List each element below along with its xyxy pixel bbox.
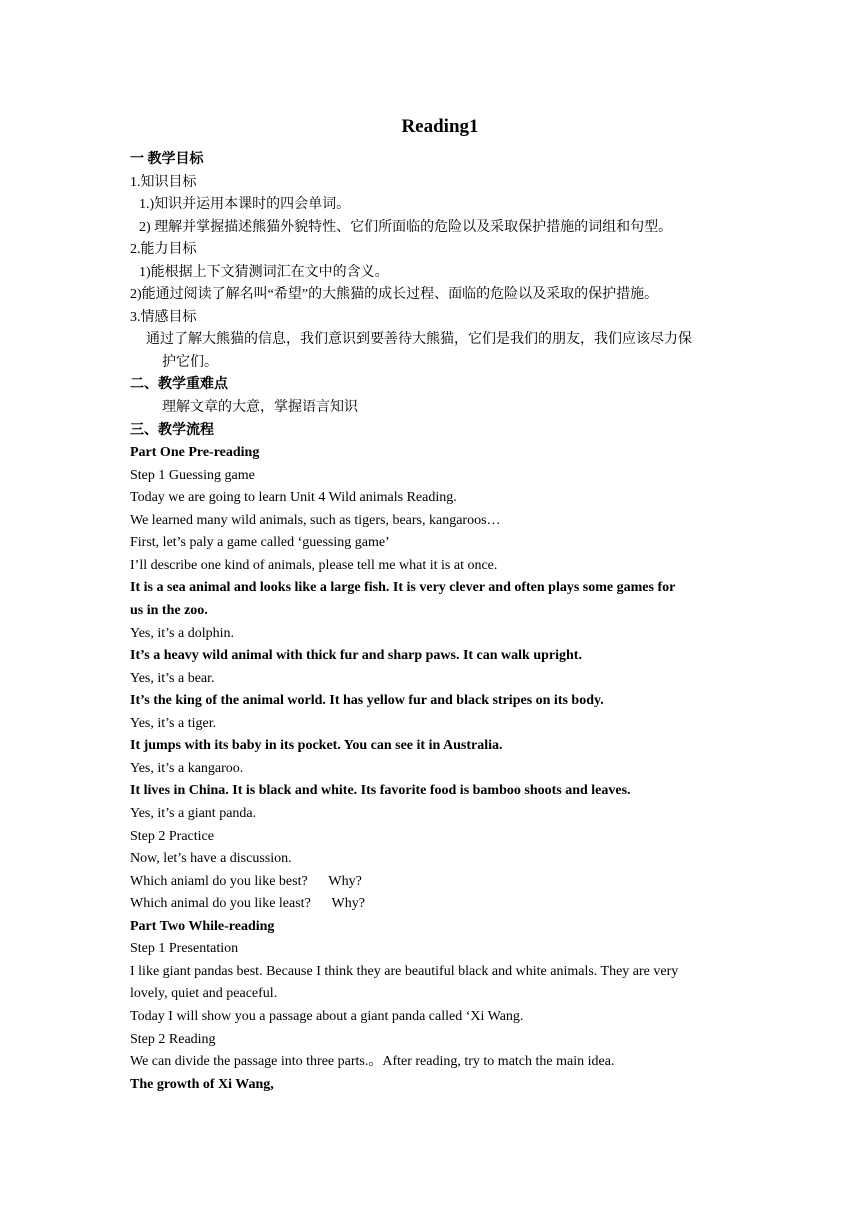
answer-dolphin: Yes, it’s a dolphin. (130, 626, 234, 641)
answer-bear: Yes, it’s a bear. (130, 671, 215, 686)
step-heading: Step 1 Presentation (130, 941, 239, 956)
text-line: Today we are going to learn Unit 4 Wild animals Reading. (130, 490, 457, 505)
riddle-dolphin-line-2: us in the zoo. (130, 603, 208, 618)
riddle-tiger: It’s the king of the animal world. It has yellow fur and black stripes on its body. (130, 693, 604, 708)
document-title: Reading1 (401, 116, 479, 137)
section-heading-procedure: 三、教学流程 (130, 423, 214, 438)
answer-panda: Yes, it’s a giant panda. (130, 806, 257, 821)
text-line: Now, let’s have a discussion. (130, 851, 292, 866)
part-one-heading: Part One Pre-reading (130, 445, 260, 460)
ability-item-2: 2)能通过阅读了解名叫“希望”的大熊猫的成长过程、面临的危险以及采取的保护措施。 (130, 287, 659, 302)
riddle-panda: It lives in China. It is black and white. Its favorite food is bamboo shoots and leaves. (130, 783, 631, 798)
section-heading-goals: 一 教学目标 (130, 152, 204, 167)
text-line: We can divide the passage into three parts.。After reading, try to match the main idea. (130, 1054, 615, 1069)
answer-kangaroo: Yes, it’s a kangaroo. (130, 761, 244, 776)
part-two-heading: Part Two While-reading (130, 919, 275, 934)
knowledge-item-2: 2) 理解并掌握描述熊猫外貌特性、它们所面临的危险以及采取保护措施的词组和句型。 (139, 220, 673, 235)
subheading-emotion: 3.情感目标 (130, 310, 197, 325)
riddle-bear: It’s a heavy wild animal with thick fur and sharp paws. It can walk upright. (130, 648, 582, 663)
ability-item-1: 1)能根据上下文猜测词汇在文中的含义。 (139, 265, 389, 280)
subheading-ability: 2.能力目标 (130, 242, 197, 257)
subheading-growth: The growth of Xi Wang, (130, 1077, 274, 1092)
step-heading: Step 2 Practice (130, 829, 214, 844)
step-heading: Step 1 Guessing game (130, 468, 255, 483)
text-line: Today I will show you a passage about a giant panda called ‘Xi Wang. (130, 1009, 524, 1024)
emotion-text-line-1: 通过了解大熊猫的信息，我们意识到要善待大熊猫，它们是我们的朋友，我们应该尽力保 (146, 332, 692, 347)
emotion-text-line-2: 护它们。 (162, 355, 218, 370)
text-line: lovely, quiet and peaceful. (130, 986, 278, 1001)
question-best: Which aniaml do you like best? Why? (130, 874, 362, 889)
step-heading: Step 2 Reading (130, 1032, 216, 1047)
section-heading-key-points: 二、教学重难点 (130, 377, 228, 392)
answer-tiger: Yes, it’s a tiger. (130, 716, 217, 731)
riddle-kangaroo: It jumps with its baby in its pocket. You can see it in Australia. (130, 738, 503, 753)
text-line: I’ll describe one kind of animals, please tell me what it is at once. (130, 558, 498, 573)
riddle-dolphin-line-1: It is a sea animal and looks like a large fish. It is very clever and often plays some games for (130, 580, 676, 595)
key-points-text: 理解文章的大意，掌握语言知识 (162, 400, 358, 415)
text-line: I like giant pandas best. Because I think they are beautiful black and white animals. They are very (130, 964, 679, 979)
text-line: We learned many wild animals, such as tigers, bears, kangaroos… (130, 513, 501, 528)
subheading-knowledge: 1.知识目标 (130, 175, 197, 190)
text-line: First, let’s paly a game called ‘guessing game’ (130, 535, 390, 550)
knowledge-item-1: 1.)知识并运用本课时的四会单词。 (139, 197, 351, 212)
question-least: Which animal do you like least? Why? (130, 896, 365, 911)
